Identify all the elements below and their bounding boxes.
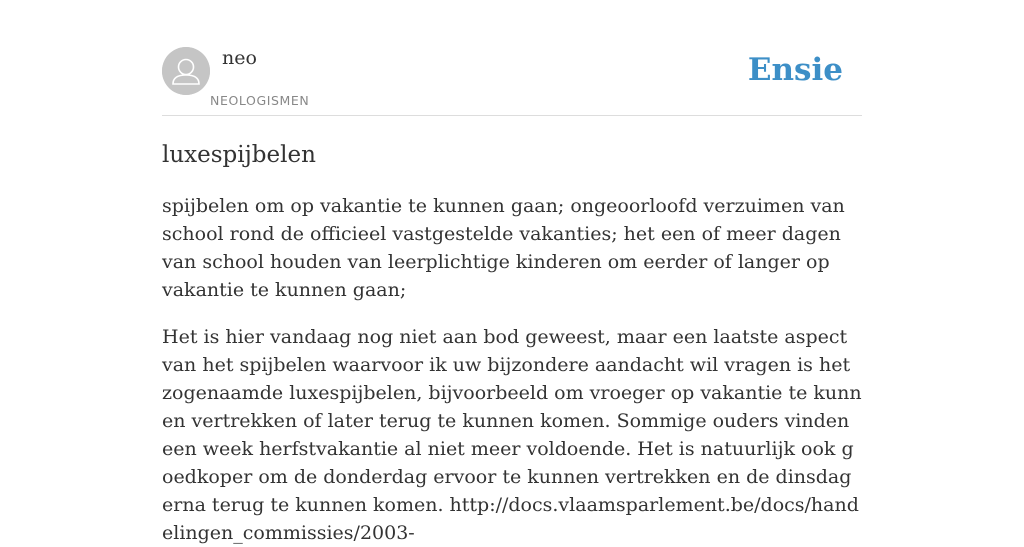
channel-name[interactable]: NEOLOGISMEN	[210, 93, 310, 108]
author-name[interactable]: neo	[222, 47, 257, 69]
entry-header	[162, 0, 862, 116]
entry-title: luxespijbelen	[162, 142, 316, 168]
entry-definition: spijbelen om op vakantie te kunnen gaan; ongeoorloofd verzuimen van school rond de officieel vastgestelde vakanties; het een of meer dagen van school houden van leerplichtige kinderen om eerder of langer op vakantie te kunnen gaan;	[162, 195, 845, 301]
user-avatar-icon[interactable]	[162, 47, 210, 95]
entry-card	[162, 0, 862, 544]
entry-example: Het is hier vandaag nog niet aan bod geweest, maar een laatste aspect van het spijbelen waarvoor ik uw bijzondere aandacht wil vragen is het zogenaamde luxespijbelen, bijvoorbeeld om vroeger op vakantie te kunnen vertrekken of later terug te kunnen komen. Sommige ouders vinden een week herfstvakantie al niet meer voldoende. Het is natuurlijk ook goedkoper om de donderdag ervoor te kunnen vertrekken en de dinsdag erna terug te kunnen komen. http://docs.vlaamsparlement.be/docs/handelingen_commissies/2003-	[162, 326, 862, 544]
ensie-logo[interactable]: Ensie	[747, 52, 843, 88]
